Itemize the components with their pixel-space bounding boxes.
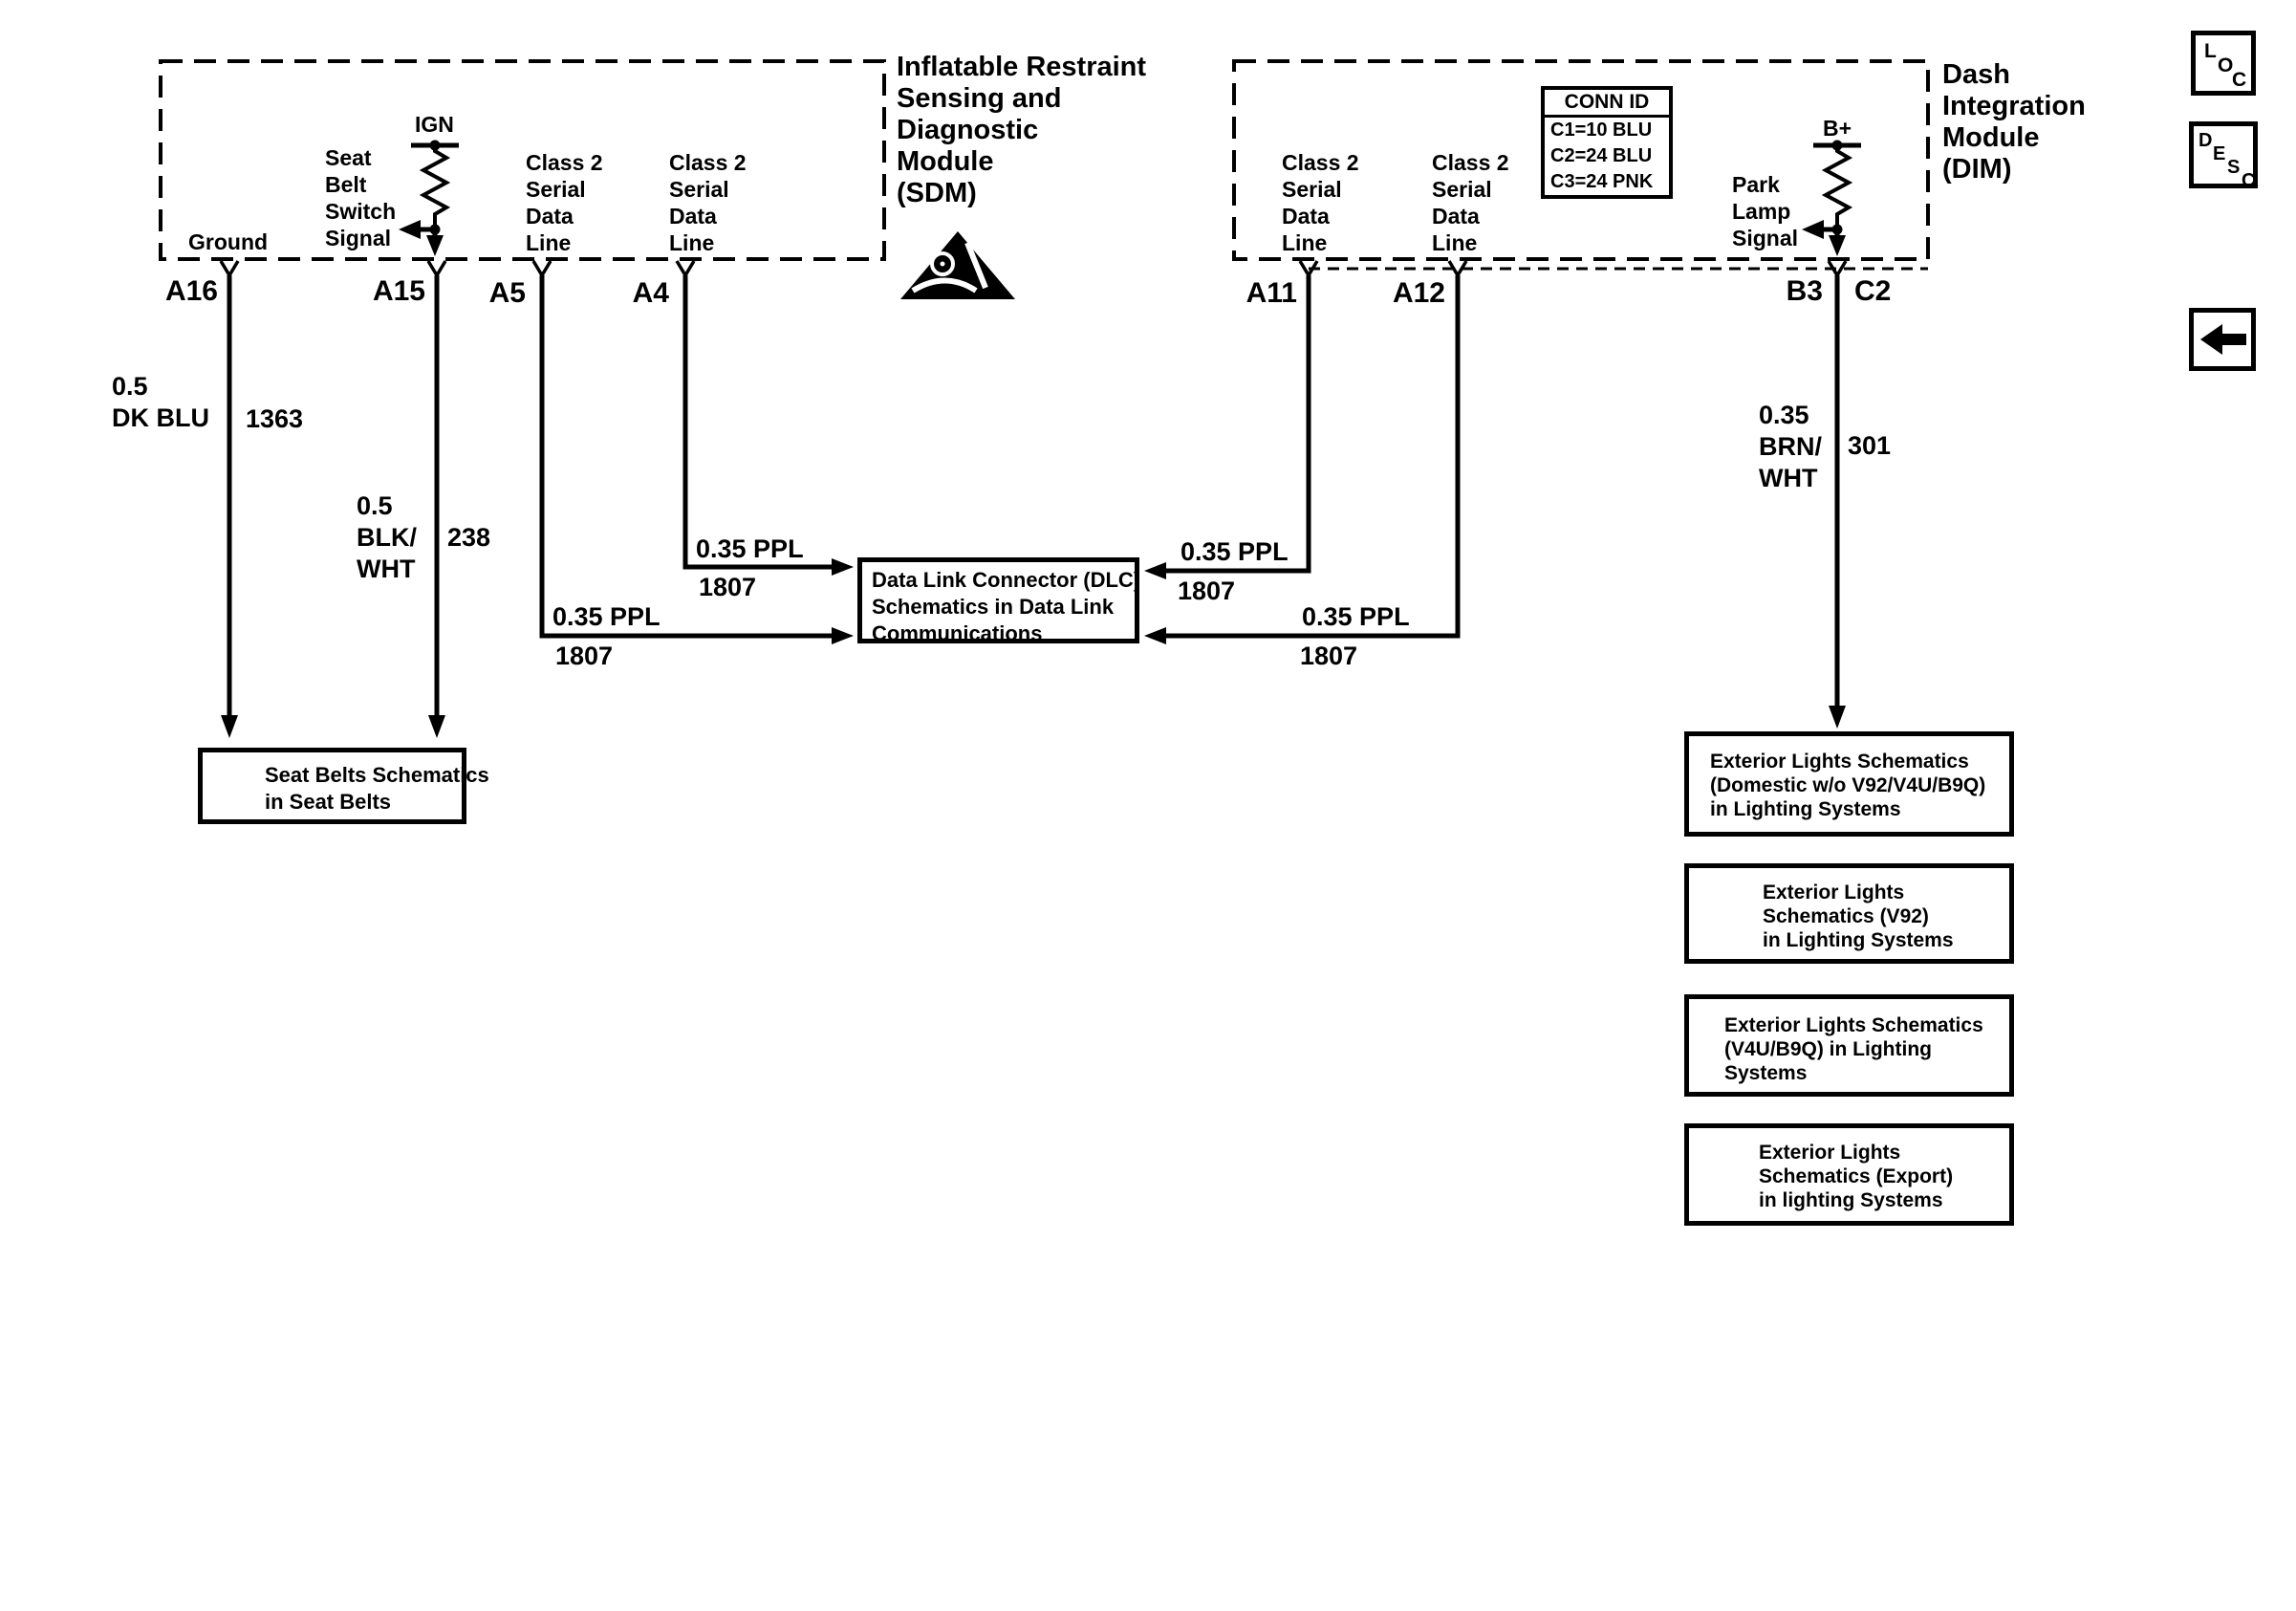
wire-label-a4-ppl: 0.35 PPL: [696, 534, 804, 563]
ign-pullup-circuit: [399, 141, 459, 257]
class2-serial-data-line-label-a12: Class 2 Serial Data Line: [1432, 150, 1509, 255]
circuit-number-1807-a5: 1807: [555, 642, 614, 670]
wire-a11-ppl-1807: [1164, 275, 1309, 571]
pin-label-a5: A5: [488, 277, 526, 309]
wire-label-b3: 0.35 BRN/ WHT: [1759, 401, 1822, 492]
left-arrowhead: [1144, 627, 1166, 644]
circuit-number-238: 238: [447, 523, 491, 552]
exterior-lights-export-reference[interactable]: Exterior Lights Schematics (Export) in lighting Systems: [1684, 1123, 2014, 1226]
loc-letter: O: [2218, 54, 2234, 76]
circuit-number-1363: 1363: [246, 404, 304, 433]
class2-serial-data-line-label-a11: Class 2 Serial Data Line: [1282, 150, 1359, 255]
down-arrowhead: [428, 715, 445, 738]
pin-fork-a15: [428, 261, 445, 275]
airbag-warning-icon: [900, 231, 1015, 299]
pin-fork-a5: [533, 261, 551, 275]
conn-id-row: C1=10 BLU: [1550, 120, 1653, 141]
left-arrowhead: [399, 220, 421, 239]
desc-letter: E: [2213, 143, 2226, 164]
left-arrowhead: [1144, 562, 1166, 579]
desc-button[interactable]: [2189, 121, 2258, 191]
down-arrowhead: [221, 715, 238, 738]
pin-label-a4: A4: [632, 277, 669, 309]
resistor-symbol: [423, 145, 446, 229]
pin-fork-a12: [1449, 261, 1466, 275]
exterior-lights-v4u-b9q-reference[interactable]: Exterior Lights Schematics (V4U/B9Q) in Lighting Systems: [1684, 994, 2014, 1097]
circuit-number-1807-a12: 1807: [1300, 642, 1358, 670]
pin-fork-a4: [677, 261, 694, 275]
conn-id-row: C3=24 PNK: [1550, 171, 1654, 192]
down-arrowhead: [1829, 235, 1846, 256]
wire-label-a15: 0.5 BLK/ WHT: [357, 491, 417, 583]
ground-label: Ground: [188, 229, 269, 254]
pin-label-a15: A15: [372, 275, 425, 307]
exterior-lights-domestic-reference[interactable]: Exterior Lights Schematics (Domestic w/o V92/V4U/B9Q) in Lighting Systems: [1684, 731, 2014, 837]
conn-id-row: C2=24 BLU: [1550, 145, 1653, 166]
exterior-lights-v92-reference[interactable]: Exterior Lights Schematics (V92) in Lighting Systems: [1684, 863, 2014, 964]
loc-letter: C: [2232, 69, 2247, 91]
dim-title: Dash Integration Module (DIM): [1942, 59, 2086, 185]
conn-id-table: [1541, 86, 1673, 199]
wire-label-a5-ppl: 0.35 PPL: [552, 602, 661, 631]
right-arrowhead: [832, 627, 854, 644]
loc-button[interactable]: [2191, 31, 2256, 96]
dlc-schematics-reference[interactable]: Data Link Connector (DLC) Schematics in Data Link Communications: [857, 557, 1139, 643]
class2-serial-data-line-label-a4: Class 2 Serial Data Line: [669, 150, 747, 255]
conn-id-header: CONN ID: [1545, 90, 1669, 118]
bplus-pullup-circuit: [1802, 141, 1861, 257]
circuit-number-301: 301: [1848, 431, 1892, 460]
park-lamp-signal-label: Park Lamp Signal: [1732, 172, 1799, 250]
seat-belts-schematics-reference[interactable]: Seat Belts Schematics in Seat Belts: [198, 748, 466, 824]
desc-letter: C: [2242, 170, 2256, 191]
pin-label-a12: A12: [1392, 277, 1445, 309]
pin-label-b3: B3: [1786, 275, 1823, 307]
resistor-symbol: [1826, 145, 1849, 229]
bplus-label: B+: [1823, 116, 1852, 141]
ign-label: IGN: [415, 112, 454, 137]
wire-label-a11-ppl: 0.35 PPL: [1180, 537, 1289, 566]
wire-label-a12-ppl: 0.35 PPL: [1302, 602, 1410, 631]
sdm-module-outline: [161, 61, 884, 259]
loc-letter: L: [2204, 40, 2217, 62]
back-button[interactable]: [2189, 308, 2256, 371]
wire-a4-ppl-1807: [685, 275, 834, 567]
right-arrowhead: [832, 558, 854, 576]
sdm-title: Inflatable Restraint Sensing and Diagnostic Module (SDM): [897, 52, 1147, 208]
left-arrowhead: [1802, 220, 1824, 239]
circuit-number-1807-a4: 1807: [699, 573, 757, 601]
pin-label-a16: A16: [164, 275, 218, 307]
class2-serial-data-line-label-a5: Class 2 Serial Data Line: [526, 150, 603, 255]
desc-letter: S: [2227, 157, 2241, 178]
down-arrowhead: [426, 235, 444, 256]
pin-fork-a16: [221, 261, 238, 275]
wires: [229, 275, 1837, 715]
seat-belt-switch-signal-label: Seat Belt Switch Signal: [325, 145, 397, 250]
pin-label-a11: A11: [1245, 277, 1297, 309]
down-arrowhead: [1829, 706, 1846, 729]
desc-letter: D: [2199, 130, 2213, 151]
back-arrow-icon: [2194, 313, 2251, 366]
wire-label-a16: 0.5 DK BLU: [112, 372, 209, 432]
circuit-number-1807-a11: 1807: [1178, 577, 1236, 605]
connector-label-c2: C2: [1854, 275, 1892, 307]
pin-fork-b3: [1829, 261, 1846, 275]
